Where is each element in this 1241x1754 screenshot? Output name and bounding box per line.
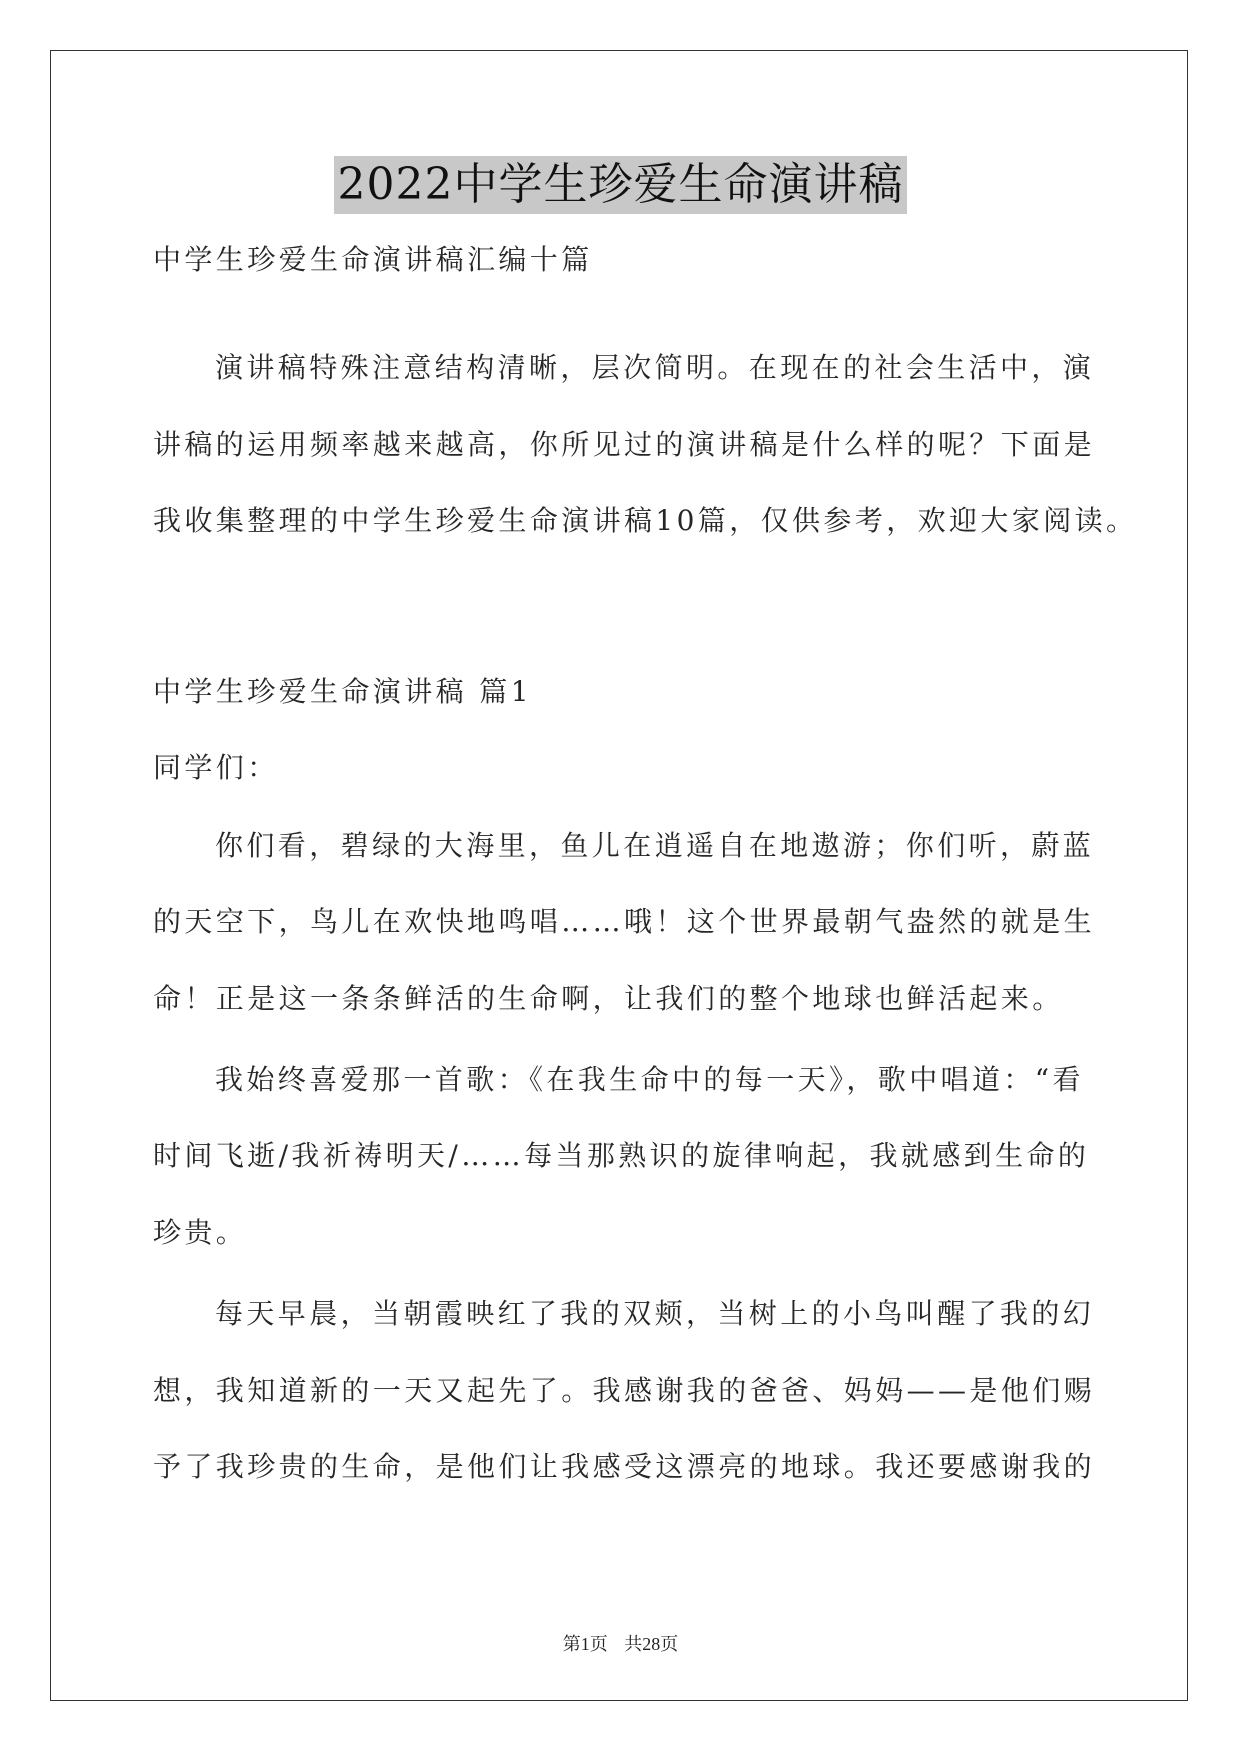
title-container xyxy=(0,156,1241,214)
body-line: 你们看，碧绿的大海里，鱼儿在逍遥自在地遨游；你们听，蔚蓝 xyxy=(215,829,1095,862)
page-number: 第1页 xyxy=(562,1634,608,1654)
body-line: 每天早晨，当朝霞映红了我的双颊，当树上的小鸟叫醒了我的幻 xyxy=(215,1297,1095,1330)
body-line: 的天空下，鸟儿在欢快地鸣唱……哦！这个世界最朝气盎然的就是生 xyxy=(153,905,1096,938)
body-line: 予了我珍贵的生命，是他们让我感受这漂亮的地球。我还要感谢我的 xyxy=(153,1450,1096,1483)
body-line: 时间飞逝/我祈祷明天/……每当那熟识的旋律响起，我就感到生命的 xyxy=(153,1139,1090,1172)
intro-line: 我收集整理的中学生珍爱生命演讲稿10篇，仅供参考，欢迎大家阅读。 xyxy=(153,504,1138,537)
body-line: 我始终喜爱那一首歌：《在我生命中的每一天》，歌中唱道：“看 xyxy=(215,1063,1084,1096)
greeting: 同学们： xyxy=(153,751,279,784)
document-subtitle: 中学生珍爱生命演讲稿汇编十篇 xyxy=(153,243,593,276)
body-line: 命！正是这一条条鲜活的生命啊，让我们的整个地球也鲜活起来。 xyxy=(153,982,1064,1015)
body-line: 珍贵。 xyxy=(153,1216,248,1249)
body-line: 想，我知道新的一天又起先了。我感谢我的爸爸、妈妈——是他们赐 xyxy=(153,1374,1096,1407)
page-footer xyxy=(0,1630,1241,1656)
intro-line: 演讲稿特殊注意结构清晰，层次简明。在现在的社会生活中，演 xyxy=(215,351,1095,384)
document-title: 2022中学生珍爱生命演讲稿 xyxy=(334,156,908,214)
intro-line: 讲稿的运用频率越来越高，你所见过的演讲稿是什么样的呢？下面是 xyxy=(153,428,1096,461)
section-heading: 中学生珍爱生命演讲稿 篇1 xyxy=(153,675,532,708)
page-total: 共28页 xyxy=(624,1634,679,1654)
